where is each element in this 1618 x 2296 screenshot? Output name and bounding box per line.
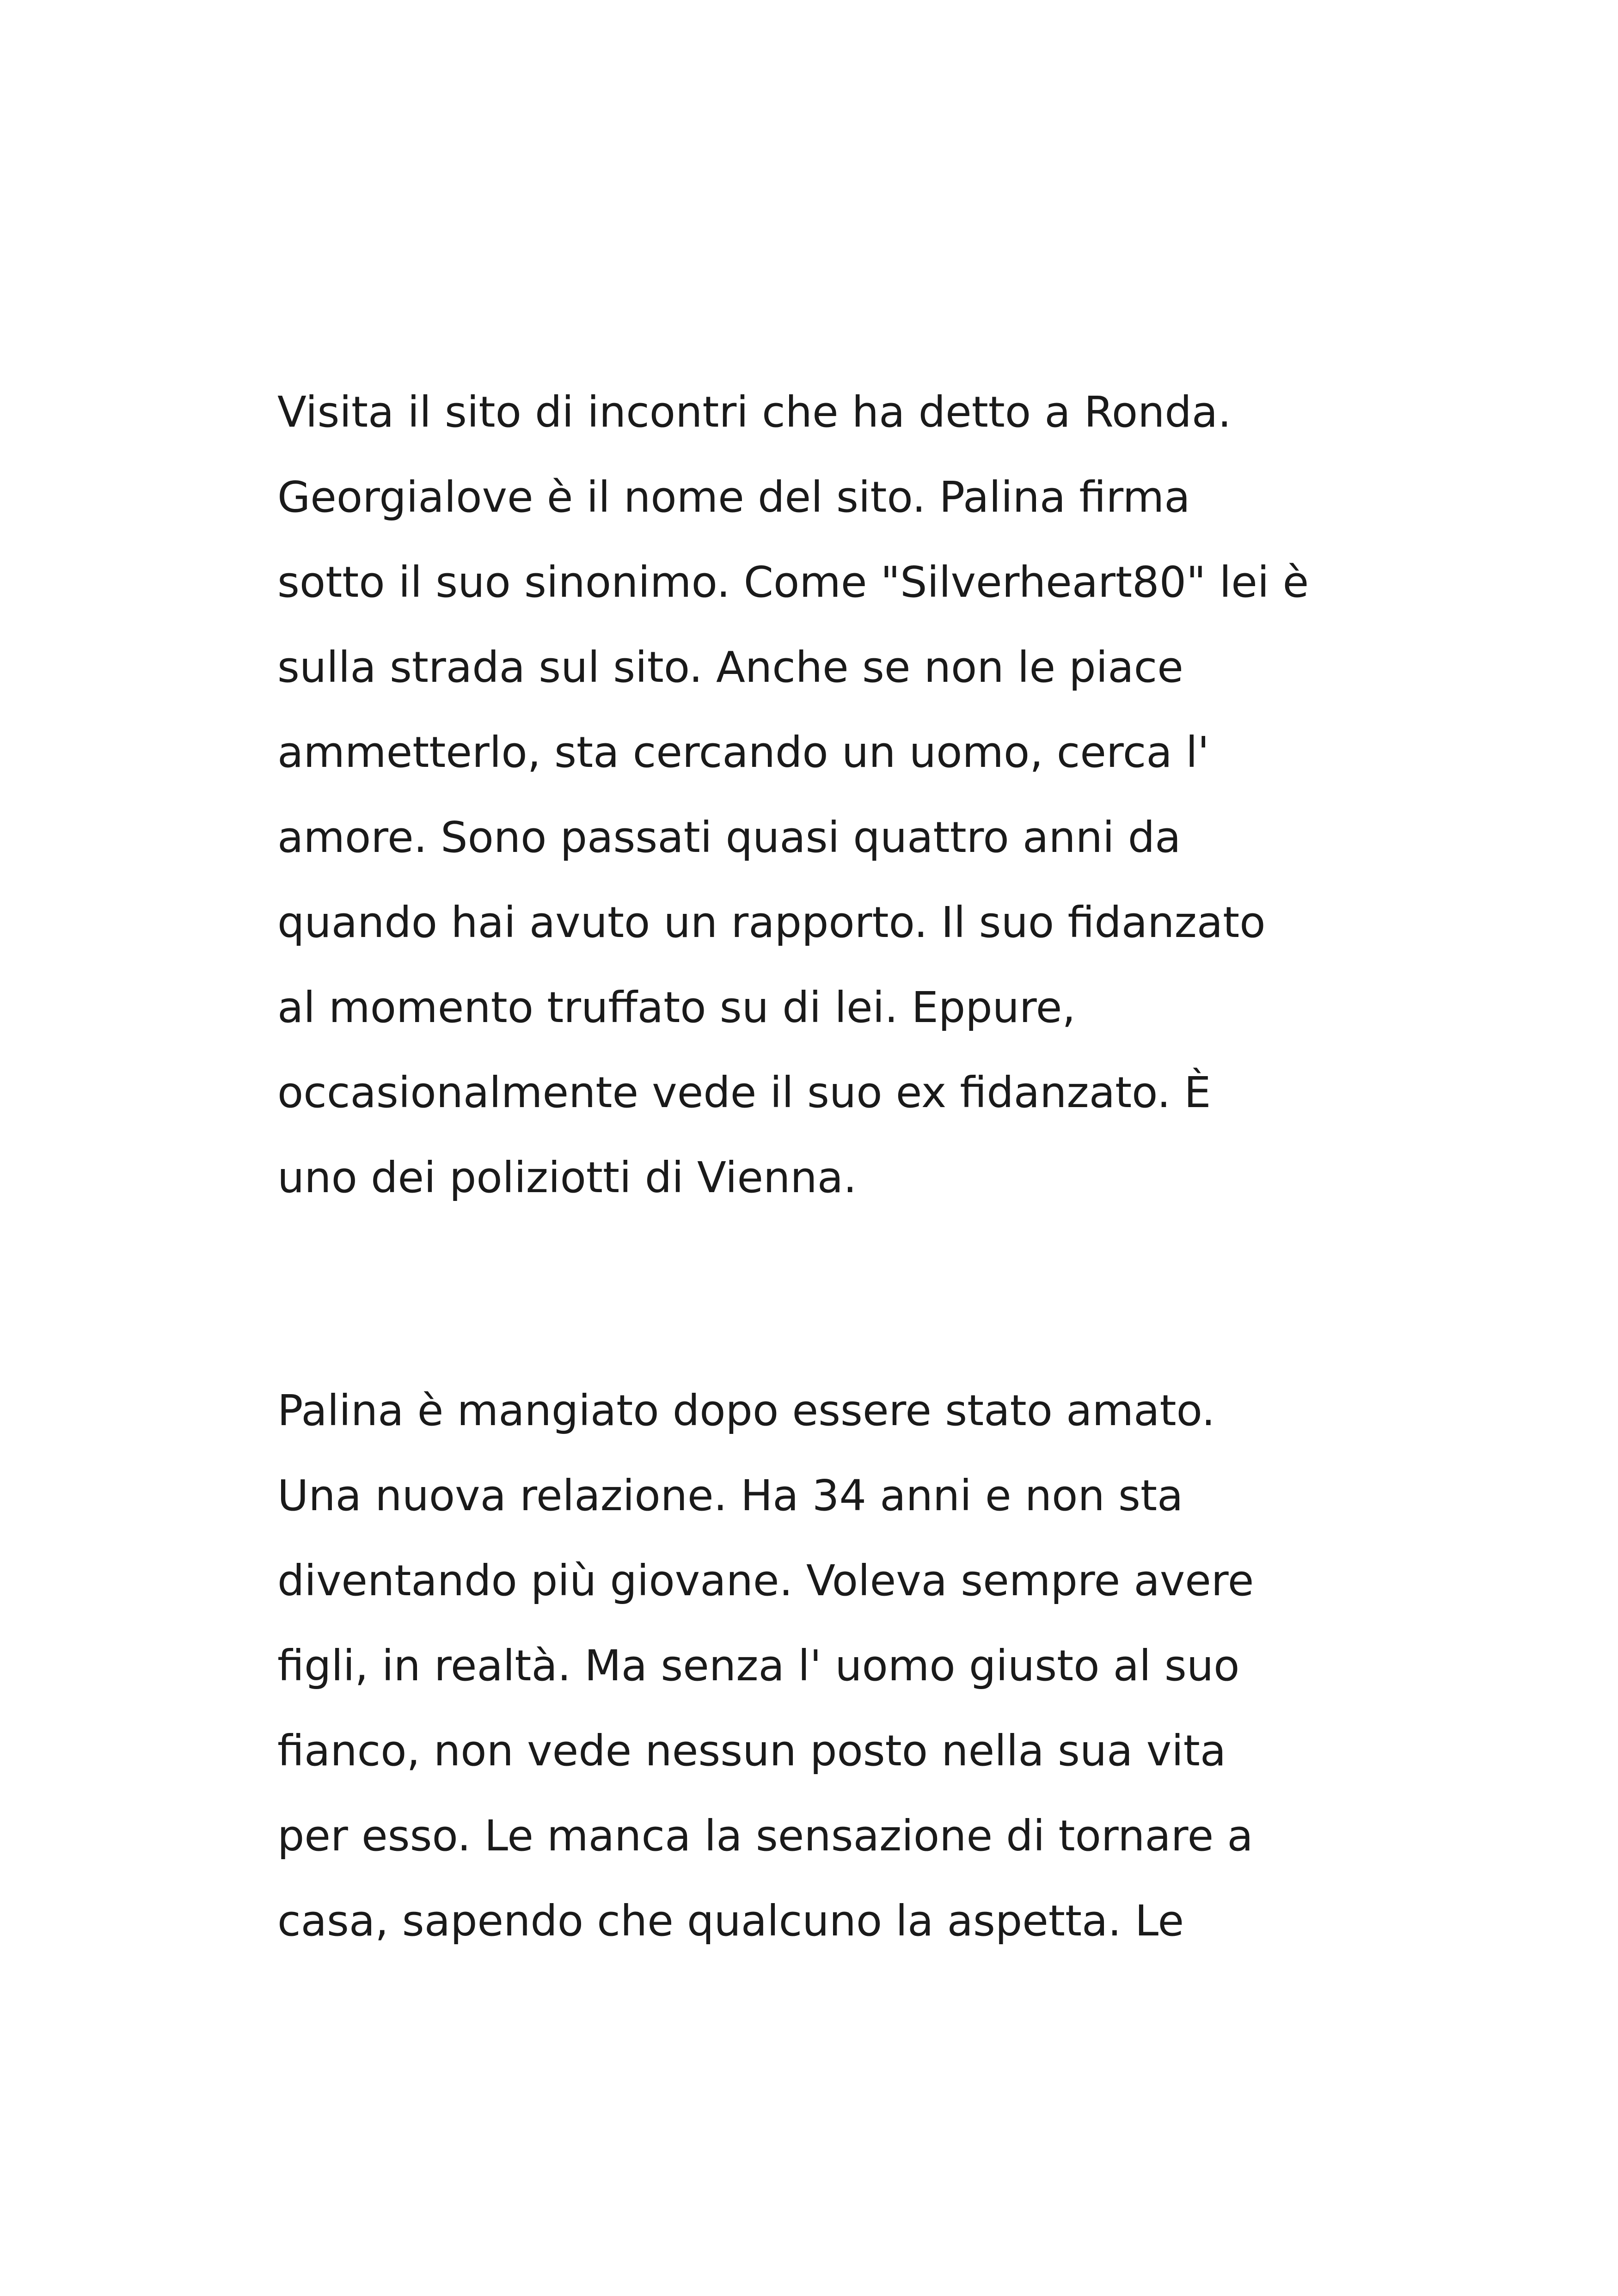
text-line: diventando più giovane. Voleva sempre avere	[277, 1556, 1254, 1605]
text-line: Georgialove è il nome del sito. Palina firma	[277, 472, 1190, 522]
paragraph-2	[277, 1368, 1254, 1964]
text-line: uno dei poliziotti di Vienna.	[277, 1153, 857, 1202]
text-line: ammetterlo, sta cercando un uomo, cerca l'	[277, 728, 1209, 777]
text-line: Una nuova relazione. Ha 34 anni e non sta	[277, 1471, 1183, 1520]
text-line: Palina è mangiato dopo essere stato amato.	[277, 1386, 1215, 1435]
text-line: Visita il sito di incontri che ha detto a Ronda.	[277, 387, 1232, 437]
text-line: quando hai avuto un rapporto. Il suo fidanzato	[277, 898, 1266, 947]
text-line: occasionalmente vede il suo ex fidanzato. È	[277, 1068, 1211, 1117]
text-line: figli, in realtà. Ma senza l' uomo giusto al suo	[277, 1641, 1240, 1690]
text-line: al momento truffato su di lei. Eppure,	[277, 983, 1076, 1032]
text-line: casa, sapendo che qualcuno la aspetta. Le	[277, 1896, 1184, 1946]
text-line: sulla strada sul sito. Anche se non le piace	[277, 643, 1183, 692]
text-line: sotto il suo sinonimo. Come "Silverheart80" lei è	[277, 557, 1309, 607]
text-line: per esso. Le manca la sensazione di tornare a	[277, 1811, 1253, 1861]
text-line: fianco, non vede nessun posto nella sua vita	[277, 1726, 1226, 1776]
paragraph-1	[277, 370, 1309, 1220]
text-line: amore. Sono passati quasi quattro anni da	[277, 813, 1181, 862]
